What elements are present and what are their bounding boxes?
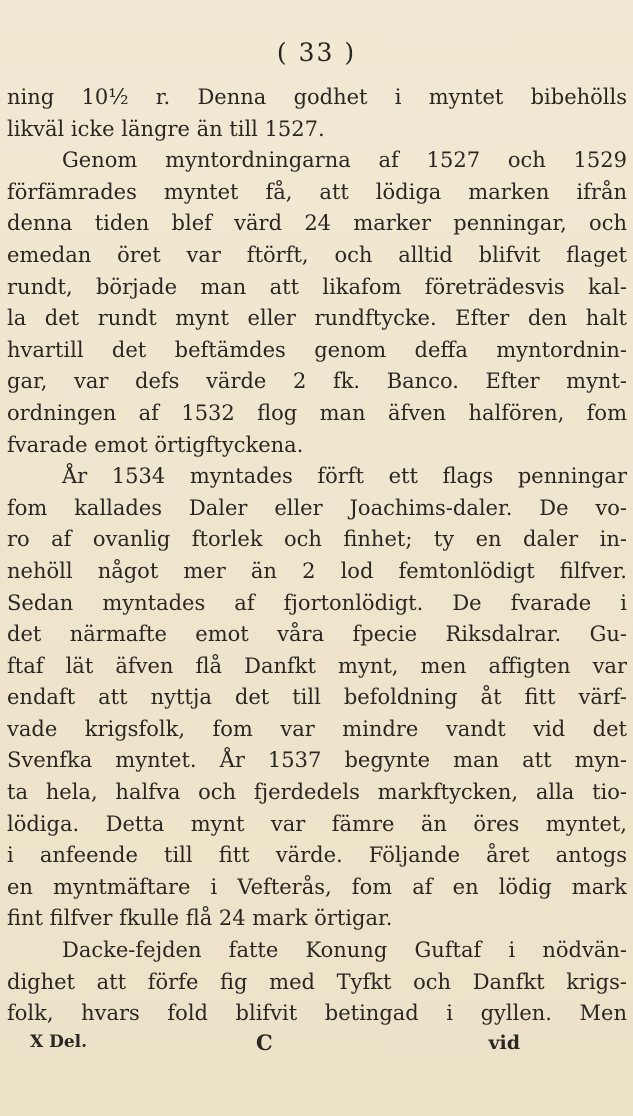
- text-line: Sedan myntades af fjortonlödigt. De fvarade i: [7, 590, 627, 615]
- text-line: endaft att nyttja det till befoldning åt fitt värf-: [7, 685, 627, 710]
- text-line: Genom myntordningarna af 1527 och 1529: [62, 148, 627, 173]
- catchword: vid: [488, 1032, 520, 1054]
- text-line: Dacke-fejden fatte Konung Guftaf i nödvän-: [62, 938, 627, 963]
- text-line: Svenfka myntet. År 1537 begynte man att myn-: [7, 748, 627, 773]
- text-line: förfämrades myntet få, att lödiga marken ifrån: [7, 179, 627, 204]
- text-line: hvartill det beftämdes genom deffa myntordnin-: [7, 337, 627, 362]
- text-line: i anfeende till fitt värde. Följande året antogs: [7, 843, 627, 868]
- text-line: gar, var defs värde 2 fk. Banco. Efter mynt-: [7, 369, 627, 394]
- page-footer: [30, 1032, 520, 1062]
- text-line: fint filfver fkulle flå 24 mark örtigar.: [7, 906, 393, 931]
- text-line: det närmafte emot våra fpecie Riksdalrar. Gu-: [7, 622, 627, 647]
- text-line: År 1534 myntades förft ett flags penningar: [62, 464, 627, 489]
- text-line: rundt, började man att likafom företrädesvis kal-: [7, 274, 627, 299]
- page-number: ( 33 ): [276, 38, 357, 67]
- text-line: denna tiden blef värd 24 marker penningar, och: [7, 211, 627, 236]
- text-line: likväl icke längre än till 1527.: [7, 116, 325, 141]
- text-line: fom kallades Daler eller Joachims-daler. De vo-: [7, 495, 627, 520]
- text-line: nehöll något mer än 2 lod femtonlödigt filfver.: [7, 558, 627, 583]
- text-line: ordningen af 1532 flog man äfven halfören, fom: [7, 400, 627, 425]
- text-line: la det rundt mynt eller rundftycke. Efter den halt: [7, 306, 627, 331]
- text-line: en myntmäftare i Vefterås, fom af en lödig mark: [7, 874, 627, 899]
- text-line: vade krigsfolk, fom var mindre vandt vid det: [7, 716, 627, 741]
- text-line: emedan öret var ftörft, och alltid blifvit flaget: [7, 242, 627, 267]
- body-text: [7, 82, 627, 1030]
- text-line: dighet att förfe fig med Tyfkt och Danfkt krigs-: [7, 969, 627, 994]
- sheet-mark: C: [256, 1030, 273, 1055]
- text-line: ning 10½ r. Denna godhet i myntet bibehölls: [7, 85, 627, 109]
- signature-mark: X Del.: [30, 1032, 88, 1052]
- text-line: folk, hvars fold blifvit betingad i gyllen. Men: [7, 1001, 627, 1026]
- text-line: ro af ovanlig ftorlek och finhet; ty en daler in-: [7, 527, 627, 552]
- text-line: fvarade emot örtigftyckena.: [7, 432, 304, 457]
- text-line: ta hela, halfva och fjerdedels markftycken, alla tio-: [7, 780, 627, 805]
- text-line: ftaf lät äfven flå Danfkt mynt, men affigten var: [7, 653, 627, 678]
- text-line: lödiga. Detta mynt var fämre än öres myntet,: [7, 811, 627, 836]
